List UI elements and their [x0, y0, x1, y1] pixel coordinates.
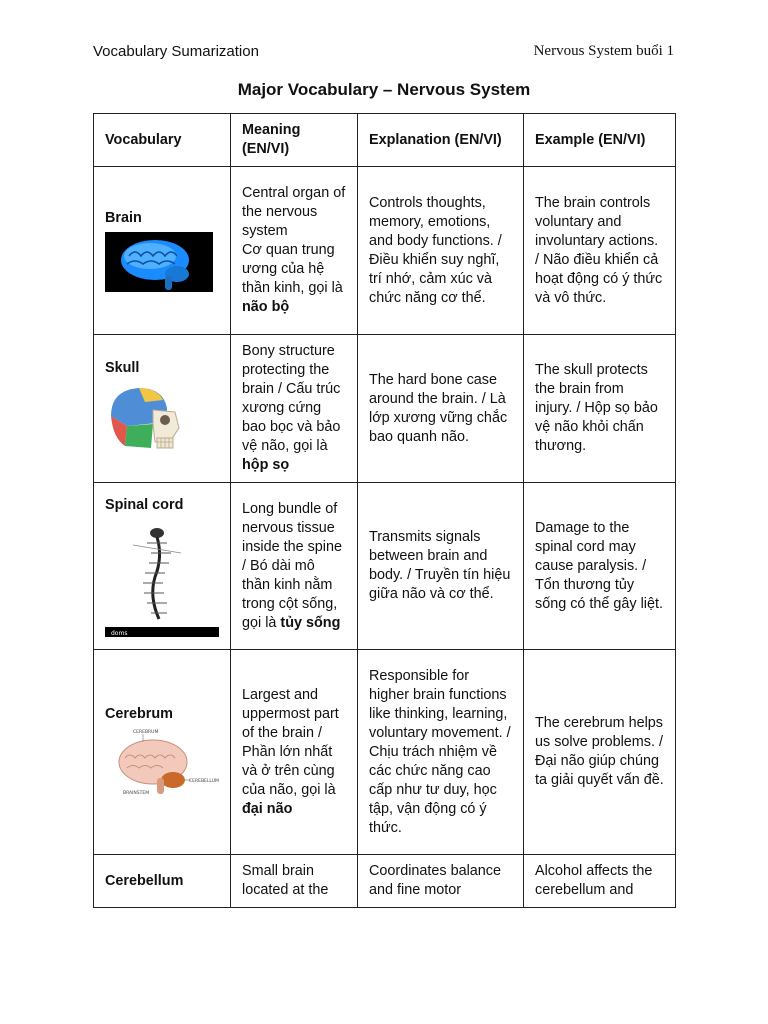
vocab-cell: [94, 167, 231, 335]
table-header-row: [94, 114, 676, 167]
column-header-meaning: Meaning (EN/VI): [231, 114, 358, 167]
meaning-term-vi: đại não: [242, 800, 293, 817]
meaning-text: Largest and uppermost part of the brain / Phần lớn nhất và ở trên cùng của não, gọi là: [242, 686, 339, 798]
table-row: [94, 483, 676, 650]
column-header-vocabulary: Vocabulary: [94, 114, 231, 167]
meaning-text: Central organ of the nervous system Cơ quan trung ương của hệ thần kinh, gọi là: [242, 185, 346, 296]
vocab-term: Brain: [105, 210, 142, 226]
meaning-term-vi: hộp sọ: [242, 457, 290, 473]
explanation-cell: Responsible for higher brain functions like thinking, learning, voluntary movement. / Chịu trách nhiệm về các chức năng cao cấp như tư duy, học tập, vận động có ý thức.: [358, 650, 524, 855]
meaning-text: Bony structure protecting the brain / Cấu trúc xương cứng bao bọc và bảo vệ não, gọi là: [242, 343, 341, 454]
skull-image: [105, 382, 187, 458]
meaning-cell: Small brain located at the: [231, 855, 358, 908]
table-row: [94, 855, 676, 908]
vocab-cell: [94, 483, 231, 650]
vocab-term: Spinal cord: [105, 496, 184, 513]
table-row: [94, 335, 676, 483]
meaning-term-vi: tủy sống: [280, 614, 341, 631]
meaning-text: Long bundle of nervous tissue inside the spine / Bó dài mô thần kinh nằm trong cột sống, gọi là: [242, 500, 343, 631]
meaning-cell: [231, 335, 358, 483]
vocab-cell: [94, 335, 231, 483]
explanation-cell: Controls thoughts, memory, emotions, and body functions. / Điều khiển suy nghĩ, trí nhớ, cảm xúc và chức năng cơ thể.: [358, 167, 524, 335]
example-cell: Alcohol affects the cerebellum and: [524, 855, 676, 908]
cerebrum-label: CEREBRUM: [133, 729, 159, 735]
vocab-term: Cerebellum: [105, 872, 184, 889]
cerebrum-image: [105, 728, 219, 800]
table-row: [94, 167, 676, 335]
example-cell: The cerebrum helps us solve problems. / Đại não giúp chúng ta giải quyết vấn đề.: [524, 650, 676, 855]
spinal-image-caption: doms: [111, 629, 128, 637]
vocab-term: Skull: [105, 360, 140, 376]
brainstem-label: BRAINSTEM: [123, 790, 150, 796]
explanation-cell: The hard bone case around the brain. / Là lớp xương vững chắc bao quanh não.: [358, 335, 524, 483]
header-right: Nervous System buổi 1: [533, 43, 674, 59]
spinal-cord-image: [105, 519, 219, 637]
cerebellum-label: CEREBELLUM: [189, 778, 219, 784]
example-cell: Damage to the spinal cord may cause paralysis. / Tổn thương tủy sống có thể gây liệt.: [524, 483, 676, 650]
header-left: Vocabulary Sumarization: [93, 43, 259, 60]
table-row: [94, 650, 676, 855]
brain-image: [105, 232, 213, 292]
vocab-term: Cerebrum: [105, 705, 173, 722]
vocab-cell: [94, 855, 231, 908]
column-header-example: Example (EN/VI): [524, 114, 676, 167]
explanation-cell: Transmits signals between brain and body. / Truyền tín hiệu giữa não và cơ thể.: [358, 483, 524, 650]
explanation-cell: Coordinates balance and fine motor: [358, 855, 524, 908]
vocab-cell: [94, 650, 231, 855]
vocabulary-table: [93, 113, 676, 908]
meaning-cell: [231, 650, 358, 855]
meaning-term-vi: não bộ: [242, 299, 290, 315]
page-title: Major Vocabulary – Nervous System: [237, 80, 531, 99]
example-cell: The brain controls voluntary and involuntary actions. / Não điều khiển cả hoạt động có ý thức và vô thức.: [524, 167, 676, 335]
column-header-explanation: Explanation (EN/VI): [358, 114, 524, 167]
meaning-cell: [231, 167, 358, 335]
example-cell: The skull protects the brain from injury. / Hộp sọ bảo vệ não khỏi chấn thương.: [524, 335, 676, 483]
meaning-cell: [231, 483, 358, 650]
